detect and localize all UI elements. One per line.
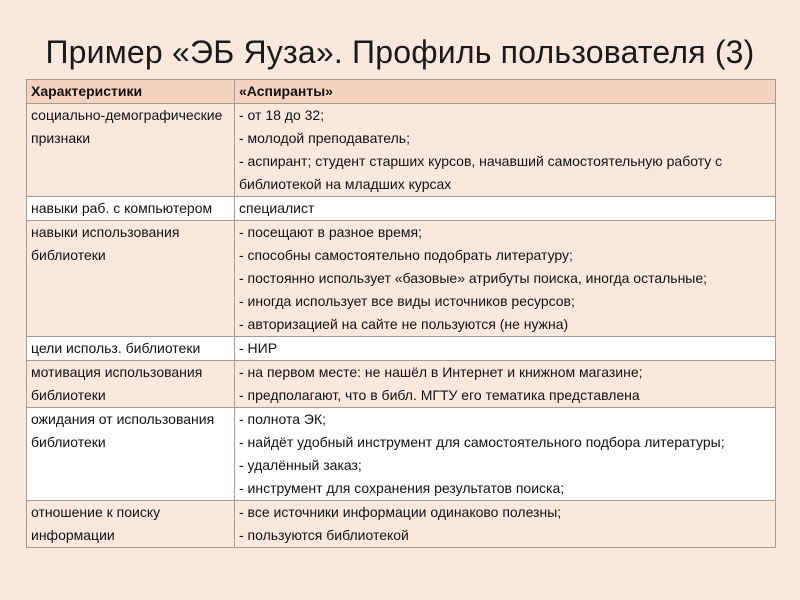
header-postgraduates: «Аспиранты»: [235, 80, 776, 104]
row-value-cell: [235, 408, 776, 501]
row-characteristic-cell: социально-демографические признаки: [27, 104, 235, 197]
value-line: - молодой преподаватель;: [239, 130, 410, 146]
profile-table: [26, 79, 776, 548]
row-characteristic-cell: ожидания от использования библиотеки: [27, 408, 235, 501]
value-line: - посещают в разное время;: [239, 224, 422, 240]
header-characteristics: Характеристики: [27, 80, 235, 104]
row-characteristic-cell: навыки раб. с компьютером: [27, 197, 235, 221]
value-line: - от 18 до 32;: [239, 107, 325, 123]
row-value-cell: [235, 501, 776, 548]
table-row: [27, 501, 776, 548]
row-characteristic-cell: навыки использования библиотеки: [27, 221, 235, 337]
row-value-cell: [235, 337, 776, 361]
table-body: [27, 104, 776, 548]
value-line: - все источники информации одинаково полезны;: [239, 504, 562, 520]
value-line: - постоянно использует «базовые» атрибуты поиска, иногда остальные;: [239, 270, 708, 286]
slide-title: Пример «ЭБ Яуза». Профиль пользователя (3): [45, 34, 755, 70]
value-line: - удалённый заказ;: [239, 457, 362, 473]
value-line: - способны самостоятельно подобрать литературу;: [239, 247, 573, 263]
table-row: [27, 197, 776, 221]
value-line: - иногда использует все виды источников ресурсов;: [239, 293, 575, 309]
value-line: - найдёт удобный инструмент для самостоятельного подбора литературы;: [239, 434, 725, 450]
row-characteristic-cell: мотивация использования библиотеки: [27, 361, 235, 408]
row-value-cell: [235, 361, 776, 408]
value-line: - предполагают, что в библ. МГТУ его тематика представлена: [239, 387, 640, 403]
table-header-row: [27, 80, 776, 104]
row-characteristic-cell: отношение к поиску информации: [27, 501, 235, 548]
value-line: - полнота ЭК;: [239, 411, 327, 427]
value-line: - пользуются библиотекой: [239, 527, 409, 543]
row-characteristic-cell: цели использ. библиотеки: [27, 337, 235, 361]
value-line: - авторизацией на сайте не пользуются (не нужна): [239, 316, 569, 332]
table-row: [27, 104, 776, 197]
value-line: - инструмент для сохранения результатов поиска;: [239, 480, 565, 496]
value-line: - на первом месте: не нашёл в Интернет и книжном магазине;: [239, 364, 643, 380]
table-row: [27, 221, 776, 337]
table-row: [27, 337, 776, 361]
profile-table-container: [26, 79, 775, 548]
row-value-cell: [235, 104, 776, 197]
row-value-cell: [235, 197, 776, 221]
table-row: [27, 361, 776, 408]
value-line: специалист: [239, 200, 315, 216]
row-value-cell: [235, 221, 776, 337]
table-row: [27, 408, 776, 501]
value-line: - НИР: [239, 340, 278, 356]
value-line: - аспирант; студент старших курсов, начавший самостоятельную работу с библиотекой на младших курсах: [239, 153, 723, 192]
